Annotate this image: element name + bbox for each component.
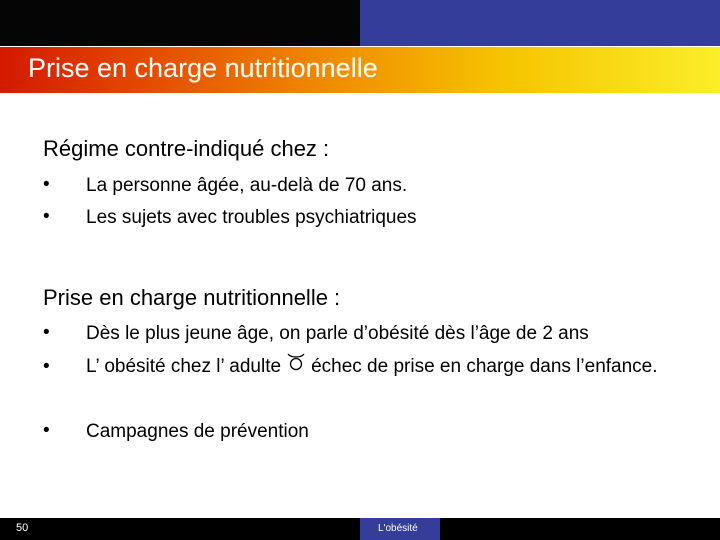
bullet-dot: • [43, 420, 50, 441]
bullet-dot: • [43, 206, 50, 227]
section-heading-nutrition: Prise en charge nutritionnelle : [43, 285, 341, 310]
list-item [43, 416, 693, 448]
section-heading-contraindications: Régime contre-indiqué chez : [43, 136, 330, 161]
bullet-dot: • [43, 356, 50, 377]
list-item-text: Campagnes de prévention [86, 421, 309, 442]
bullet-dot: • [43, 322, 50, 343]
slide-title: Prise en charge nutritionnelle [28, 53, 378, 83]
list-item-text: Dès le plus jeune âge, on parle d’obésité dès l’âge de 2 ans [86, 323, 589, 344]
taurus-symbol-icon [287, 352, 305, 381]
list-item-text-before: L’ obésité chez l’ adulte [86, 356, 282, 377]
top-bar-blue [360, 0, 720, 46]
list-item [43, 352, 693, 416]
list-item [43, 318, 693, 350]
list-item [43, 202, 693, 234]
top-bar-dark [0, 0, 360, 46]
list-item-text-after: échec de prise en charge dans l’enfance. [311, 356, 658, 377]
list-item-text: Les sujets avec troubles psychiatriques [86, 207, 417, 228]
list-item-text [86, 352, 686, 381]
page-number: 50 [16, 522, 29, 534]
bullet-dot: • [43, 174, 50, 195]
footer-label: L'obésité [378, 523, 418, 534]
list-item-text: La personne âgée, au-delà de 70 ans. [86, 175, 408, 196]
list-item [43, 170, 693, 202]
